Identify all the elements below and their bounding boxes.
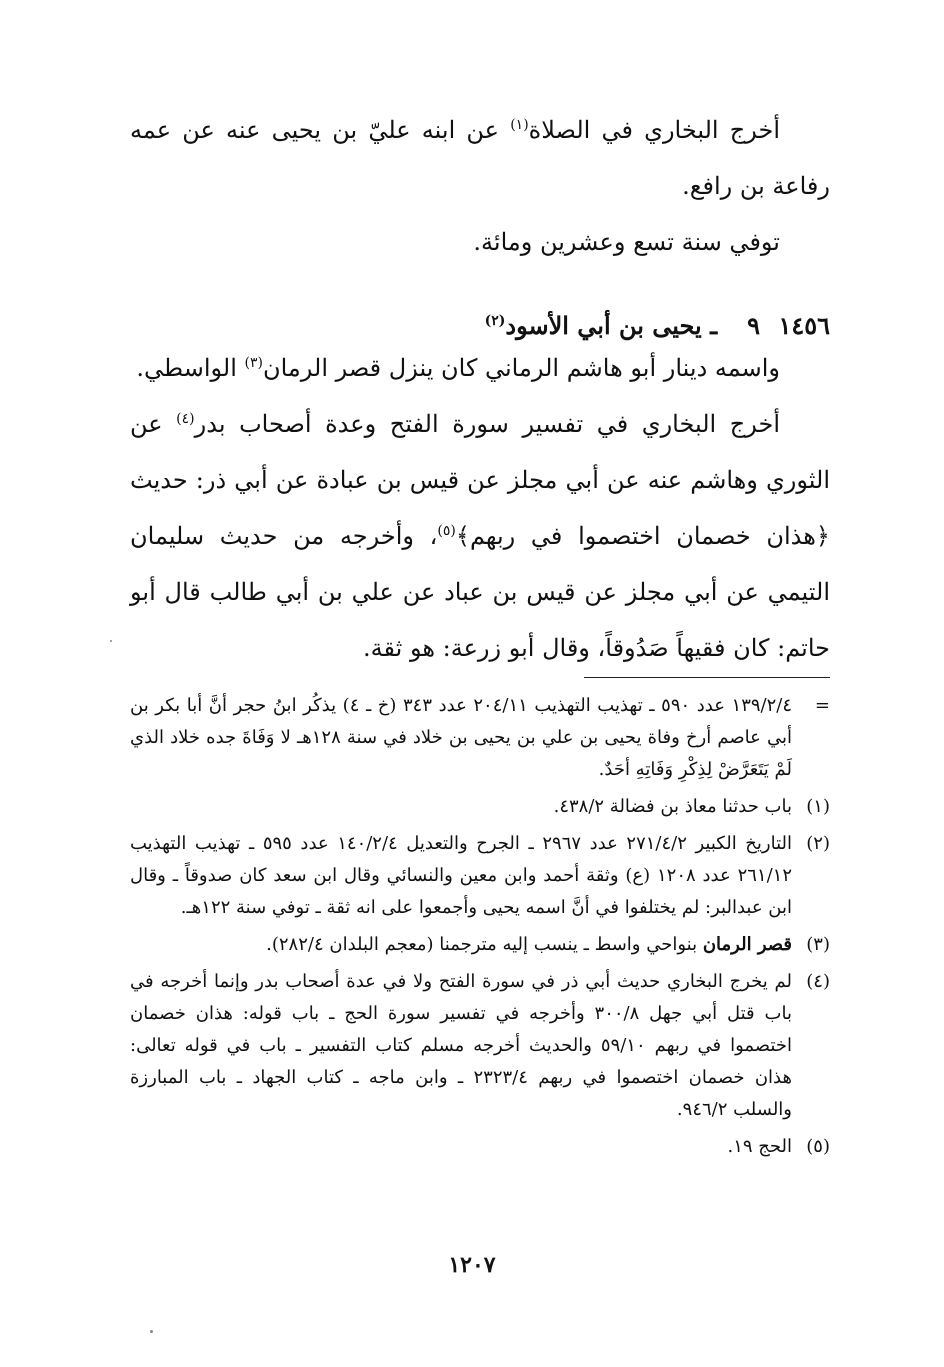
paragraph-3 xyxy=(130,340,830,396)
footnote-ref-5[interactable]: (٥) xyxy=(437,523,456,539)
footnote-text: التاريخ الكبير ٢٧١/٤/٢ عدد ٢٩٦٧ ـ الجرح والتعديل ١٤٠/٢/٤ عدد ٥٩٥ ـ تهذيب التهذيب ٢٦١/١٢ عدد ١٢٠٨ (ع) وثقة أحمد وابن معين والنسائي وقال ابن سعد كان صدوقاً ـ وقال ابن عبدالبر: لم يختلفوا في أنَّ اسمه يحيى وأجمعوا على انه ثقة ـ توفي سنة ١٢٢هـ. xyxy=(130,833,793,918)
footnote-marker: = xyxy=(814,695,830,716)
footnote-marker: (٤) xyxy=(806,971,830,992)
footnote-3 xyxy=(130,929,830,961)
page-number: ١٢٠٧ xyxy=(448,1252,496,1278)
paragraph-4 xyxy=(130,396,830,676)
footnote-text: باب حدثنا معاذ بن فضالة ٤٣٨/٢. xyxy=(553,796,792,817)
scan-speck xyxy=(150,1330,153,1333)
footnote-marker: (٣) xyxy=(806,934,830,955)
footnote-text: ١٣٩/٢/٤ عدد ٥٩٠ ـ تهذيب التهذيب ٢٠٤/١١ عدد ٣٤٣ (خ ـ ٤) يذكُر ابنُ حجر أنَّ أبا بكر بن أبي عاصم أرخ وفاة يحيى بن علي بن يحيى بن خلاد في سنة ١٢٨هـ لا وَفَاةَ جده خلاد الذي لَمْ يَتَعَرَّضْ لِذِكْرِ وَفَاتِهِ أحَدٌ. xyxy=(130,695,792,780)
footnote-marker: (١) xyxy=(806,796,830,817)
footnotes-section xyxy=(130,690,830,1168)
paragraph-1 xyxy=(130,102,830,214)
entry-name: ـ يحيى بن أبي الأسود xyxy=(505,311,718,340)
scan-speck xyxy=(110,640,112,642)
footnote-2 xyxy=(130,828,830,924)
death-year-text: توفي سنة تسع وعشرين ومائة. xyxy=(473,228,780,256)
entry-index: ٩ xyxy=(747,311,760,340)
place-name: قصر الرمان xyxy=(702,934,792,955)
paragraph-3-text: واسمه دينار أبو هاشم الرماني كان ينزل قصر الرمان$^{(٣)}$ الواسطي. xyxy=(136,354,780,382)
footnote-ref-2[interactable]: (٢) xyxy=(484,313,506,329)
paragraph-1-text: أخرج البخاري في الصلاة$^{(١)}$ عن ابنه عليّ بن يحيى عنه عن عمه رفاعة بن رافع. xyxy=(130,116,830,200)
footnote-4 xyxy=(130,966,830,1126)
paragraph-4-text: أخرج البخاري في تفسير سورة الفتح وعدة أصحاب بدر$^{(٤)}$ عن الثوري وهاشم عنه عن أبي مجلز عن قيس بن عبادة عن أبي ذر: حديث ﴿هذان خصمان اختصموا في ربهم﴾$^{(٥)}$، وأخرجه من حديث سليمان التيمي عن أبي مجلز عن قيس بن عباد عن علي بن أبي طالب قال أبو حاتم: كان فقيهاً صَدُوقاً، وقال أبو زرعة: هو ثقة. xyxy=(130,410,830,662)
footnote-text: الحج ١٩. xyxy=(727,1136,792,1157)
entry-number: ١٤٥٦ xyxy=(778,311,830,340)
footnote-divider xyxy=(584,677,830,678)
footnote-marker: (٥) xyxy=(806,1136,830,1157)
footnote-ref-4[interactable]: (٤) xyxy=(176,411,195,427)
footnote-marker: (٢) xyxy=(806,833,830,854)
footnote-1 xyxy=(130,791,830,823)
footnote-ref-3[interactable]: (٣) xyxy=(244,355,263,371)
footnote-ref-1[interactable]: (١) xyxy=(510,117,529,133)
footnote-continuation xyxy=(130,690,830,786)
paragraph-2 xyxy=(130,214,830,270)
footnote-text: قصر الرمان بنواحي واسط ـ ينسب إليه مترجمنا (معجم البلدان ٢٨٢/٤). xyxy=(266,934,792,955)
footnote-5 xyxy=(130,1131,830,1163)
footnote-text: لم يخرج البخاري حديث أبي ذر في سورة الفتح ولا في عدة أصحاب بدر وإنما أخرجه في باب قتل أبي جهل ٣٠٠/٨ وأخرجه في تفسير سورة الحج ـ باب قوله: هذان خصمان اختصموا في ربهم ٥٩/١٠ والحديث أخرجه مسلم كتاب التفسير ـ باب في قوله تعالى: هذان خصمان اختصموا في ربهم ٢٣٢٣/٤ ـ وابن ماجه ـ كتاب الجهاد ـ باب المبارزة والسلب ٩٤٦/٢. xyxy=(130,971,792,1120)
